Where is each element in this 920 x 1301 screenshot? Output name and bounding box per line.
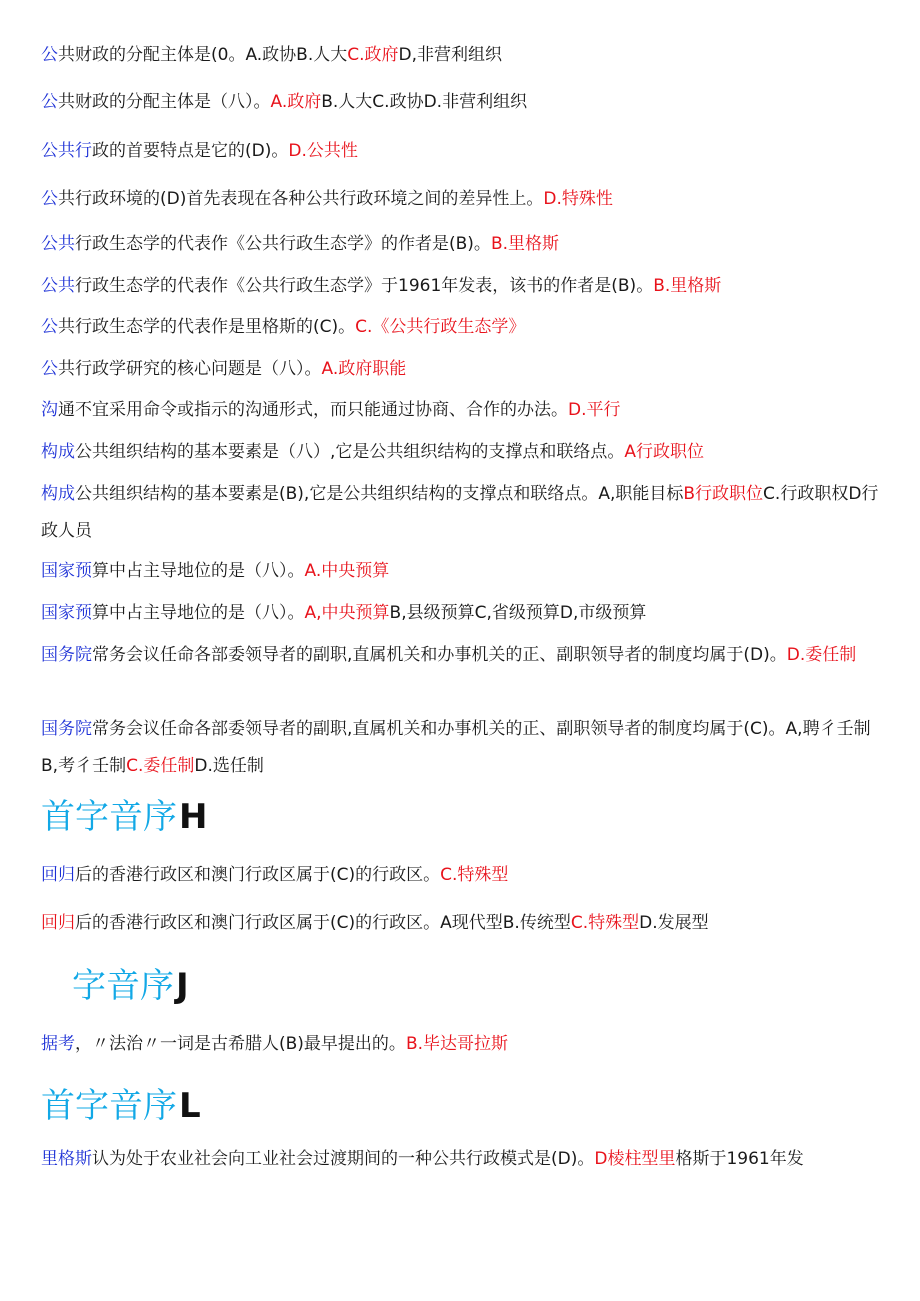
question-entry (41, 351, 881, 388)
entry-question: 常务会议任命各部委领导者的副职,直属机关和办事机关的正、副职领导者的制度均属于(D)。 (92, 645, 787, 665)
question-entry (41, 905, 881, 942)
entry-keyword: 国务院 (41, 719, 92, 739)
entry-question: 共行政生态学的代表作是里格斯的(C)。 (58, 317, 356, 337)
section-heading-h (41, 797, 207, 837)
entry-keyword: 构成 (41, 442, 75, 462)
entry-tail: B,县级预算C,省级预算D,市级预算 (389, 603, 647, 623)
entry-question: 共财政的分配主体是(0。A.政协B.人大 (58, 45, 348, 65)
entry-answer: B.毕达哥拉斯 (405, 1034, 509, 1054)
entry-answer: A.政府 (270, 92, 322, 112)
entry-question: ，〃法治〃一词是古希腊人(B)最早提出的。 (75, 1034, 406, 1054)
entry-question: 常务会议任命各部委领导者的副职,直属机关和办事机关的正、副职领导者的制度均属于(C)。A,聘彳壬制B,考彳壬制 (41, 719, 871, 776)
entry-question: 算中占主导地位的是（八）。 (92, 561, 305, 581)
entry-question: 公共组织结构的基本要素是(B),它是公共组织结构的支撑点和联络点。A,职能目标 (75, 484, 684, 504)
entry-answer: B.里格斯 (653, 276, 722, 296)
entry-question: 后的香港行政区和澳门行政区属于(C)的行政区。A现代型B.传统型 (75, 913, 571, 933)
entry-keyword: 公 (41, 317, 58, 337)
section-heading-j (72, 966, 189, 1006)
entry-answer: A.中央预算 (304, 561, 390, 581)
entry-question: 公共组织结构的基本要素是（八）,它是公共组织结构的支撑点和联络点。 (75, 442, 625, 462)
entry-answer: D.公共性 (288, 141, 358, 161)
question-entry (41, 268, 881, 305)
entry-question: 认为处于农业社会向工业社会过渡期间的一种公共行政模式是(D)。 (92, 1149, 595, 1169)
question-entry (41, 553, 881, 590)
entry-question: 共行政学研究的核心问题是（八）。 (58, 359, 322, 379)
question-entry (41, 476, 881, 550)
entry-question: 行政生态学的代表作《公共行政生态学》的作者是(B)。 (75, 234, 491, 254)
entry-keyword: 公 (41, 359, 58, 379)
entry-answer: C.《公共行政生态学》 (355, 317, 526, 337)
question-entry (41, 133, 881, 170)
entry-keyword: 公共 (41, 234, 75, 254)
entry-question: 算中占主导地位的是（八）。 (92, 603, 305, 623)
entry-tail: D.发展型 (639, 913, 709, 933)
heading-prefix: 首字音序 (41, 1086, 177, 1126)
question-entry (41, 857, 881, 894)
entry-answer: A,中央预算 (304, 603, 390, 623)
entry-answer: C.委任制 (126, 756, 195, 776)
question-entry (41, 181, 881, 218)
entry-keyword: 沟 (41, 400, 58, 420)
question-entry (41, 595, 881, 632)
entry-answer: C.政府 (347, 45, 399, 65)
entry-answer: B行政职位 (683, 484, 764, 504)
entry-keyword: 国务院 (41, 645, 92, 665)
entry-keyword: 公 (41, 189, 58, 209)
entry-answer: C.特殊型 (570, 913, 640, 933)
entry-tail: 格斯于1961年发 (675, 1149, 804, 1169)
question-entry (41, 84, 881, 121)
question-entry (41, 711, 881, 785)
heading-letter: L (179, 1086, 201, 1126)
question-entry (41, 226, 881, 263)
entry-keyword: 据考 (41, 1034, 75, 1054)
entry-tail: D,非营利组织 (398, 45, 503, 65)
question-entry (41, 434, 881, 471)
entry-keyword: 国家预 (41, 603, 92, 623)
heading-letter: J (176, 966, 189, 1006)
entry-answer: D棱柱型里 (594, 1149, 676, 1169)
heading-prefix: 字音序 (72, 966, 174, 1006)
question-entry (41, 392, 881, 429)
section-heading-l (41, 1086, 201, 1126)
entry-question: 共财政的分配主体是（八）。 (58, 92, 271, 112)
question-entry (41, 309, 881, 346)
entry-answer: D.特殊性 (543, 189, 613, 209)
entry-keyword: 构成 (41, 484, 75, 504)
heading-letter: H (179, 797, 208, 837)
entry-keyword: 回归 (41, 913, 75, 933)
entry-question: 后的香港行政区和澳门行政区属于(C)的行政区。 (75, 865, 441, 885)
entry-keyword: 国家预 (41, 561, 92, 581)
entry-answer: C.特殊型 (440, 865, 509, 885)
question-entry (41, 637, 881, 674)
entry-keyword: 公 (41, 45, 58, 65)
question-entry (41, 37, 881, 74)
entry-question: 共行政环境的(D)首先表现在各种公共行政环境之间的差异性上。 (58, 189, 544, 209)
entry-tail: B.人大C.政协D.非营利组织 (321, 92, 528, 112)
question-entry (41, 1026, 881, 1063)
entry-keyword: 公 (41, 92, 58, 112)
entry-answer: D.平行 (568, 400, 621, 420)
entry-question: 政的首要特点是它的(D)。 (92, 141, 289, 161)
entry-keyword: 里格斯 (41, 1149, 92, 1169)
entry-answer: A.政府职能 (321, 359, 407, 379)
entry-keyword: 回归 (41, 865, 75, 885)
entry-tail: C.行政职权D行政人员 (41, 484, 879, 541)
entry-tail: D.选任制 (194, 756, 264, 776)
entry-answer: A行政职位 (624, 442, 705, 462)
question-entry (41, 1141, 881, 1178)
entry-answer: D.委任制 (786, 645, 857, 665)
entry-question: 行政生态学的代表作《公共行政生态学》于1961年发表，该书的作者是(B)。 (75, 276, 654, 296)
entry-answer: B.里格斯 (490, 234, 560, 254)
heading-prefix: 首字音序 (41, 797, 177, 837)
entry-question: 通不宜采用命令或指示的沟通形式，而只能通过协商、合作的办法。 (58, 400, 568, 420)
entry-keyword: 公共 (41, 276, 75, 296)
entry-keyword: 公共行 (41, 141, 92, 161)
